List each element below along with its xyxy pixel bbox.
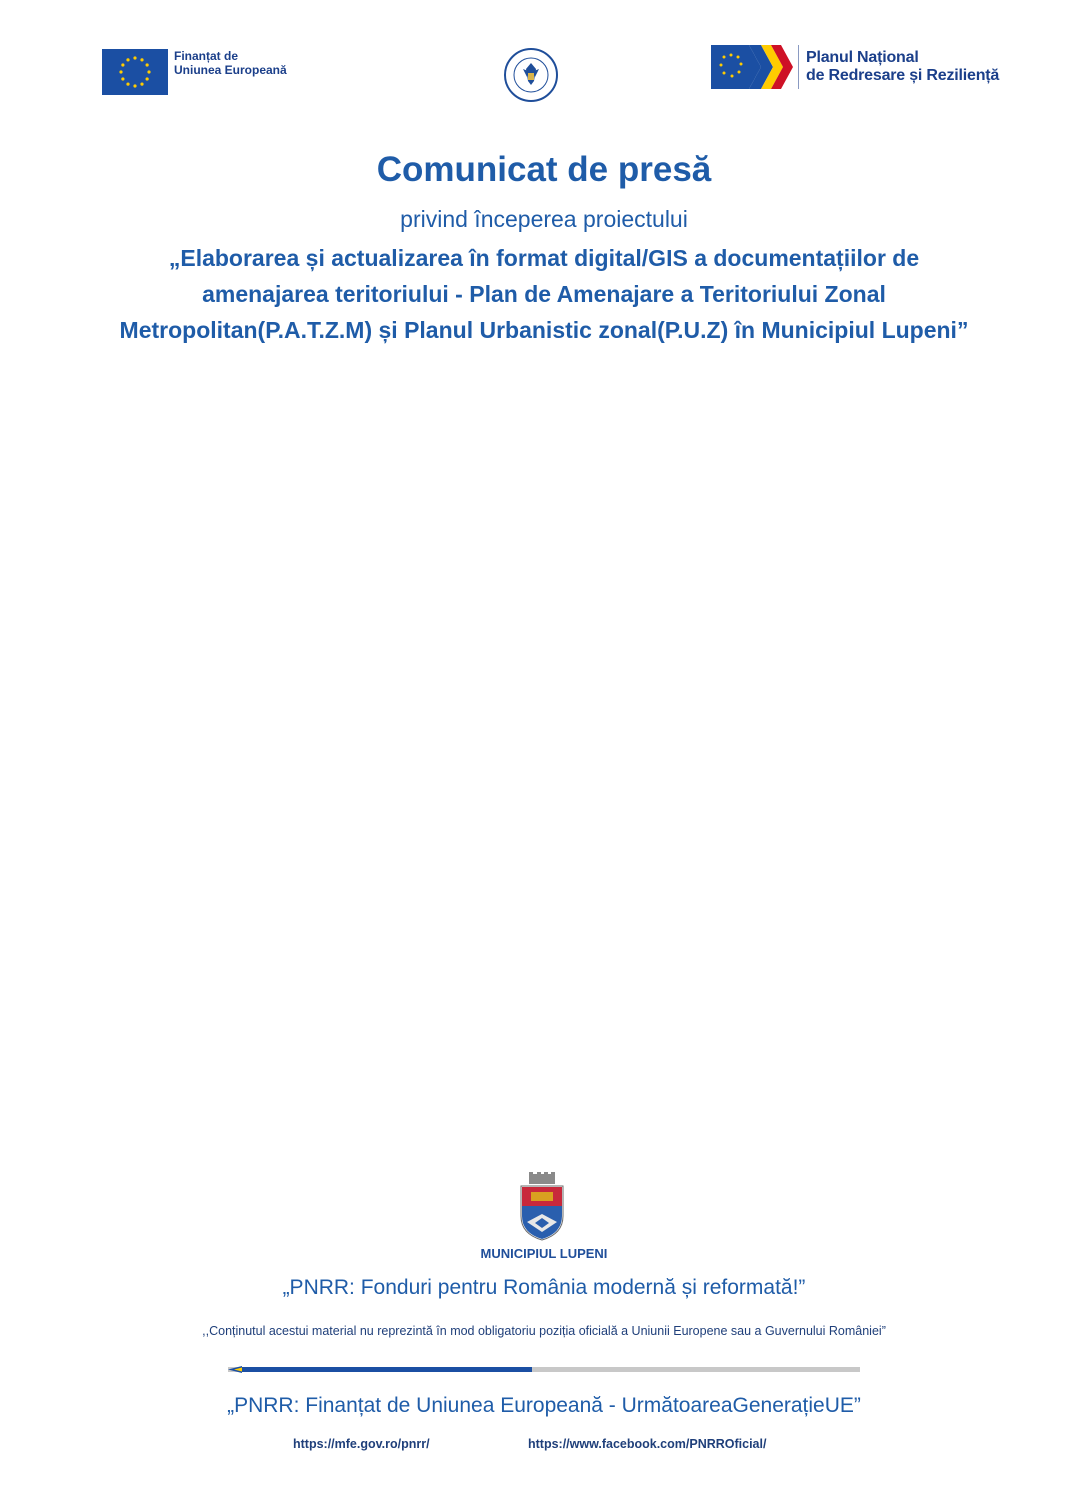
eu-flag-icon: [102, 49, 168, 95]
eu-star-icon: [126, 83, 129, 86]
eu-star-icon: [140, 83, 143, 86]
eu-funding-line2: Uniunea Europeană: [174, 63, 287, 77]
eu-star-icon: [140, 58, 143, 61]
slogan-modern-romania: „PNRR: Fonduri pentru România modernă și reformată!”: [282, 1276, 806, 1299]
page-subtitle: privind începerea proiectului: [400, 206, 688, 232]
project-title: [40, 240, 1048, 348]
eu-star-icon: [119, 70, 122, 73]
footer-divider-bar: [228, 1365, 860, 1373]
disclaimer-text: ,,Conținutul acestui material nu reprezintă în mod obligatoriu poziția oficială a Uniunii Europene sau a Guvernului României”: [202, 1324, 886, 1338]
project-title-line: Metropolitan(P.A.T.Z.M) și Planul Urbanistic zonal(P.U.Z) în Municipiul Lupeni”: [119, 317, 969, 343]
eu-star-icon: [146, 63, 149, 66]
eu-funding-text: [174, 49, 287, 77]
eu-funding-line1: Finanțat de: [174, 49, 239, 63]
pnrr-line1: Planul Național: [806, 49, 919, 66]
facebook-pnrr-link[interactable]: https://www.facebook.com/PNRROficial/: [528, 1437, 767, 1451]
project-title-line: amenajarea teritoriului - Plan de Amenajare a Teritoriului Zonal: [202, 281, 886, 307]
header-divider: [798, 45, 799, 89]
slogan-next-generation: „PNRR: Finanțat de Uniunea Europeană - UrmătoareaGenerațieUE”: [227, 1394, 861, 1417]
project-title-line: „Elaborarea și actualizarea în format digital/GIS a documentațiilor de: [168, 245, 920, 271]
municipality-label: MUNICIPIUL LUPENI: [480, 1246, 608, 1261]
pnrr-line2: de Redresare și Reziliență: [806, 67, 1000, 84]
eu-star-icon: [121, 77, 124, 80]
eu-star-icon: [126, 58, 129, 61]
pnrr-arrows-logo-icon: [709, 43, 795, 91]
eu-star-icon: [133, 84, 136, 87]
pnrr-text: [806, 49, 999, 85]
eu-star-icon: [133, 56, 136, 59]
eu-star-icon: [146, 77, 149, 80]
page-title: Comunicat de presă: [376, 150, 712, 189]
lupeni-crest-icon: [517, 1172, 567, 1242]
eu-star-icon: [121, 63, 124, 66]
government-seal-icon: [503, 47, 559, 103]
mfe-pnrr-link[interactable]: https://mfe.gov.ro/pnrr/: [293, 1437, 430, 1451]
eu-star-icon: [147, 70, 150, 73]
